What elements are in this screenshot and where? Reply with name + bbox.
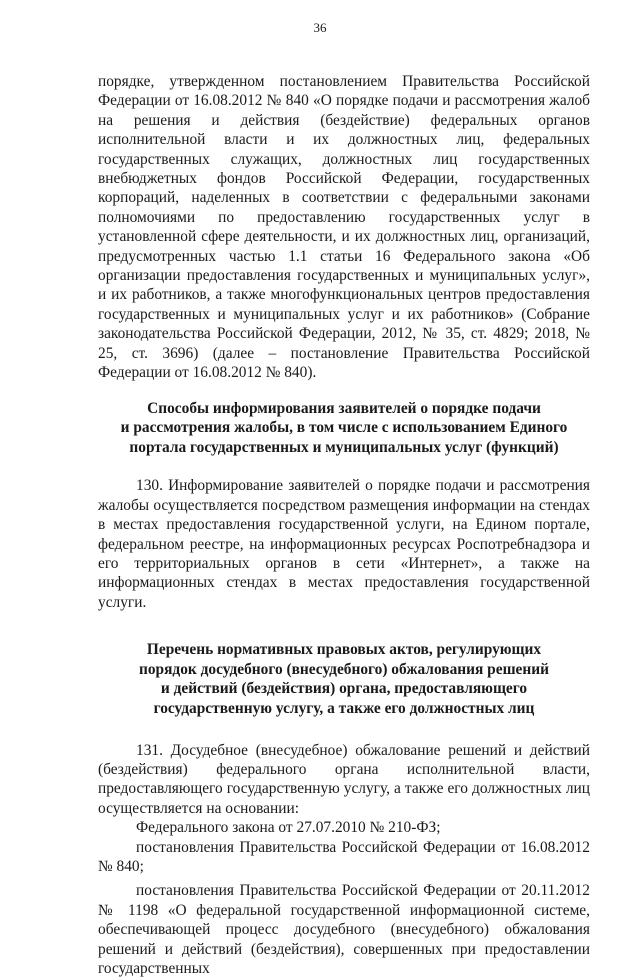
heading-line: портала государственных и муниципальных услуг (функций)	[129, 438, 559, 456]
page-number: 36	[313, 20, 327, 35]
heading-line: государственную услугу, а также его должностных лиц	[153, 699, 535, 717]
section-heading-complaint-info	[98, 399, 590, 458]
heading-line: и рассмотрения жалобы, в том числе с использованием Единого	[120, 419, 568, 437]
paragraph-131: 131. Досудебное (внесудебное) обжалование решений и действий (бездействия) федерального органа исполнительной власти, предоставляющего государственную услугу, а также его должностных лиц осуществляется на основании:	[98, 741, 590, 817]
basis-item-resolution-840: постановления Правительства Российской Федерации от 16.08.2012 № 840;	[98, 838, 590, 875]
intro-paragraph: порядке, утвержденном постановлением Правительства Российской Федерации от 16.08.2012 № 840 «О порядке подачи и рассмотрения жалоб на решения и действия (бездействие) федеральных органов исполнительной власти и их должностных лиц, федеральных государственных служащих, должностных лиц государственных внебюджетных фондов Российской Федерации, государственных корпораций, наделенных в соответствии с федеральными законами полномочиями по предоставлению государственных услуг в установленной сфере деятельности, и их должностных лиц, организаций, предусмотренных частью 1.1 статьи 16 Федерального закона «Об организации предоставления государственных и муниципальных услуг», и их работников, а также многофункциональных центров предоставления государственных и муниципальных услуг и их работников» (Собрание законодательства Российской Федерации, 2012, № 35, ст. 4829; 2018, № 25, ст. 3696) (далее – постановление Правительства Российской Федерации от 16.08.2012 № 840).	[98, 73, 590, 382]
page-content	[98, 72, 590, 978]
heading-line: и действий (бездействия) органа, предоставляющего	[160, 680, 528, 698]
section-heading-legal-acts	[98, 640, 590, 718]
heading-line: Способы информирования заявителей о порядке подачи	[147, 399, 541, 417]
heading-line: порядок досудебного (внесудебного) обжалования решений	[138, 660, 549, 678]
paragraph-130: 130. Информирование заявителей о порядке подачи и рассмотрения жалобы осуществляется посредством размещения информации на стендах в местах предоставления государственной услуги, на Едином портале, федеральном реестре, на информационных ресурсах Роспотребнадзора и его территориальных органов в сети «Интернет», а также на информационных стендах в местах предоставления государственной услуги.	[98, 477, 590, 611]
basis-item-federal-law: Федерального закона от 27.07.2010 № 210-ФЗ;	[136, 819, 441, 837]
heading-line: Перечень нормативных правовых актов, регулирующих	[146, 641, 542, 659]
basis-item-resolution-1198: постановления Правительства Российской Федерации от 20.11.2012 № 1198 «О федеральной государственной информационной системе, обеспечивающей процесс досудебного (внесудебного) обжалования решений и действий (бездействия), совершенных при предоставлении государственных	[98, 882, 590, 977]
